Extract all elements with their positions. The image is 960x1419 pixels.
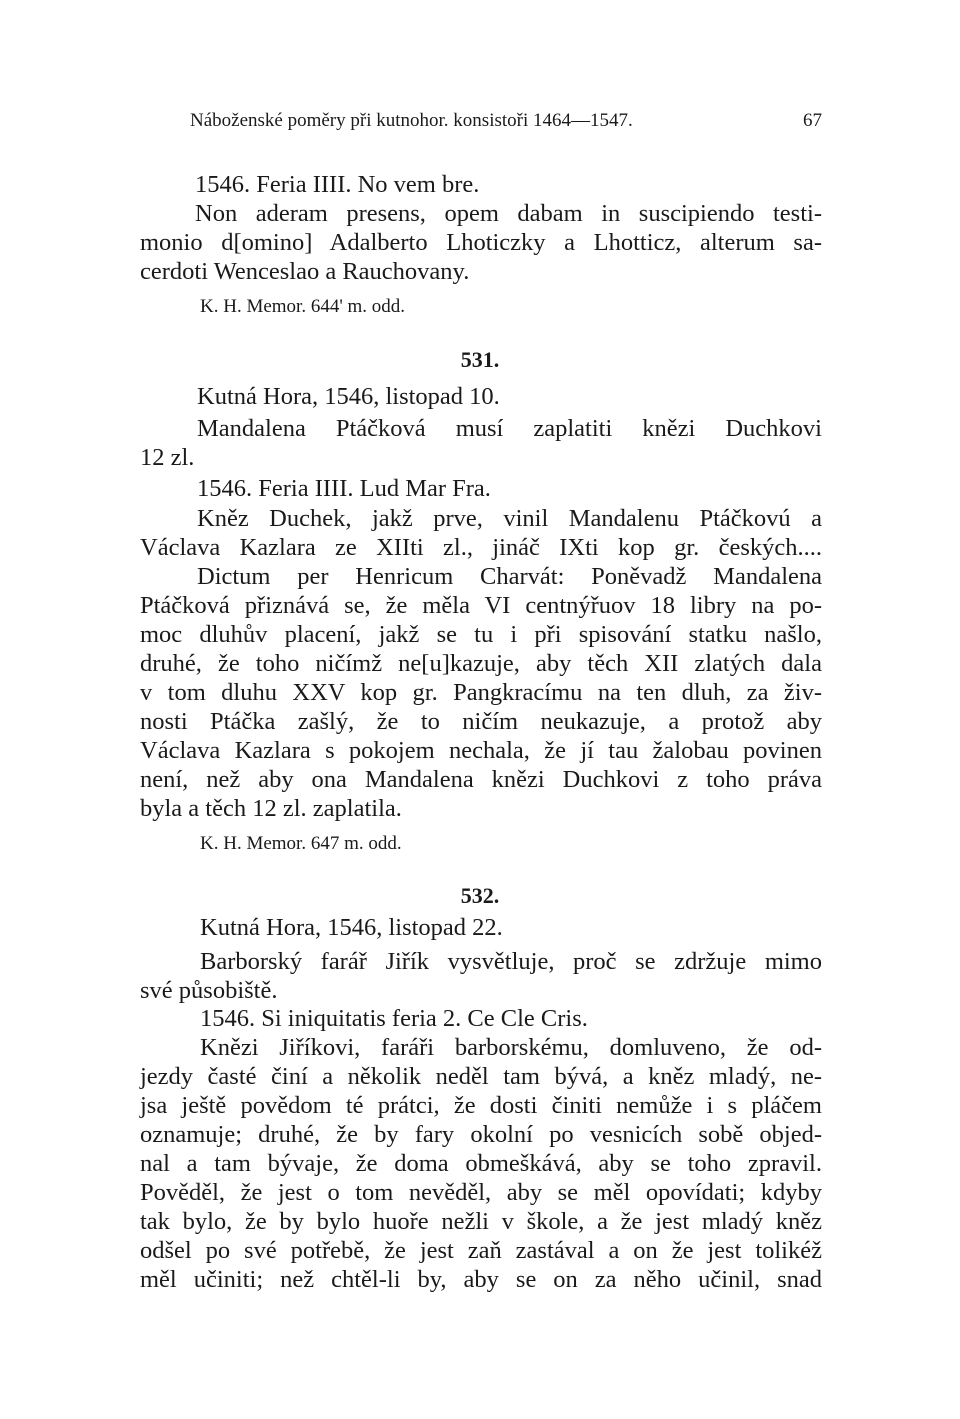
paragraph-line: moc dluhův placení, jakž se tu i při spisování statku našlo, <box>140 621 822 648</box>
paragraph-line: Václava Kazlara ze XIIti zl., jináč IXti kop gr. českých.... <box>140 534 822 561</box>
paragraph-line: v tom dluhu XXV kop gr. Pangkracímu na ten dluh, za živ- <box>140 679 822 706</box>
paragraph-line: Knězi Jiříkovi, faráři barborskému, domluveno, že od- <box>200 1034 822 1061</box>
entry-summary: své působiště. <box>140 977 278 1004</box>
paragraph-line: není, než aby ona Mandalena knězi Duchkovi z toho práva <box>140 766 822 793</box>
entry-place-date: Kutná Hora, 1546, listopad 10. <box>197 383 500 410</box>
paragraph-line: cerdoti Wenceslao a Rauchovany. <box>140 258 470 285</box>
date-line: 1546. Feria IIII. No vem bre. <box>195 171 480 198</box>
running-title: Náboženské poměry při kutnohor. konsistoři 1464—1547. <box>190 110 633 131</box>
paragraph-line: nosti Ptáčka zašlý, že to ničím neukazuje, a protož aby <box>140 708 822 735</box>
date-line: 1546. Feria IIII. Lud Mar Fra. <box>197 475 491 502</box>
source-citation: K. H. Memor. 647 m. odd. <box>200 833 402 854</box>
source-citation: K. H. Memor. 644' m. odd. <box>200 296 406 317</box>
entry-summary: Mandalena Ptáčková musí zaplatiti knězi Duchkovi <box>197 415 822 442</box>
paragraph-line: jsa ještě povědom té prátci, že dosti činiti nemůže i s pláčem <box>140 1092 822 1119</box>
paragraph-line: oznamuje; druhé, že by fary okolní po vesnicích sobě objed- <box>140 1121 822 1148</box>
paragraph-line: Ptáčková přiznává se, že měla VI centnýřuov 18 libry na po- <box>140 592 822 619</box>
entry-place-date: Kutná Hora, 1546, listopad 22. <box>200 914 503 941</box>
paragraph-line: Václava Kazlara s pokojem nechala, že jí tau žalobau povinen <box>140 737 822 764</box>
entry-number: 532. <box>460 883 500 908</box>
page-number: 67 <box>803 110 822 131</box>
running-header <box>190 110 822 132</box>
paragraph-line: Non aderam presens, opem dabam in suscipiendo testi- <box>195 200 822 227</box>
entry-summary: Barborský farář Jiřík vysvětluje, proč se zdržuje mimo <box>200 948 822 975</box>
paragraph-line: druhé, že toho ničímž ne[u]kazuje, aby těch XII zlatých dala <box>140 650 822 677</box>
paragraph-line: Kněz Duchek, jakž prve, vinil Mandalenu Ptáčkovú a <box>197 505 822 532</box>
paragraph-line: byla a těch 12 zl. zaplatila. <box>140 795 402 822</box>
paragraph-line: monio d[omino] Adalberto Lhoticzky a Lhotticz, alterum sa- <box>140 229 822 256</box>
entry-summary: 12 zl. <box>140 444 195 471</box>
paragraph-line: nal a tam bývaje, že doma obmeškává, aby se toho zpravil. <box>140 1150 822 1177</box>
entry-number: 531. <box>460 347 500 372</box>
paragraph-line: měl učiniti; než chtěl-li by, aby se on za něho učinil, snad <box>140 1266 822 1293</box>
date-line: 1546. Si iniquitatis feria 2. Ce Cle Cris. <box>200 1005 588 1032</box>
paragraph-line: odšel po své potřebě, že jest zaň zastával a on že jest tolikéž <box>140 1237 822 1264</box>
paragraph-line: Pověděl, že jest o tom nevěděl, aby se měl opovídati; kdyby <box>140 1179 822 1206</box>
paragraph-line: Dictum per Henricum Charvát: Poněvadž Mandalena <box>197 563 822 590</box>
paragraph-line: jezdy časté činí a několik neděl tam bývá, a kněz mladý, ne- <box>140 1063 822 1090</box>
paragraph-line: tak bylo, že by bylo huoře nežli v škole, a že jest mladý kněz <box>140 1208 822 1235</box>
